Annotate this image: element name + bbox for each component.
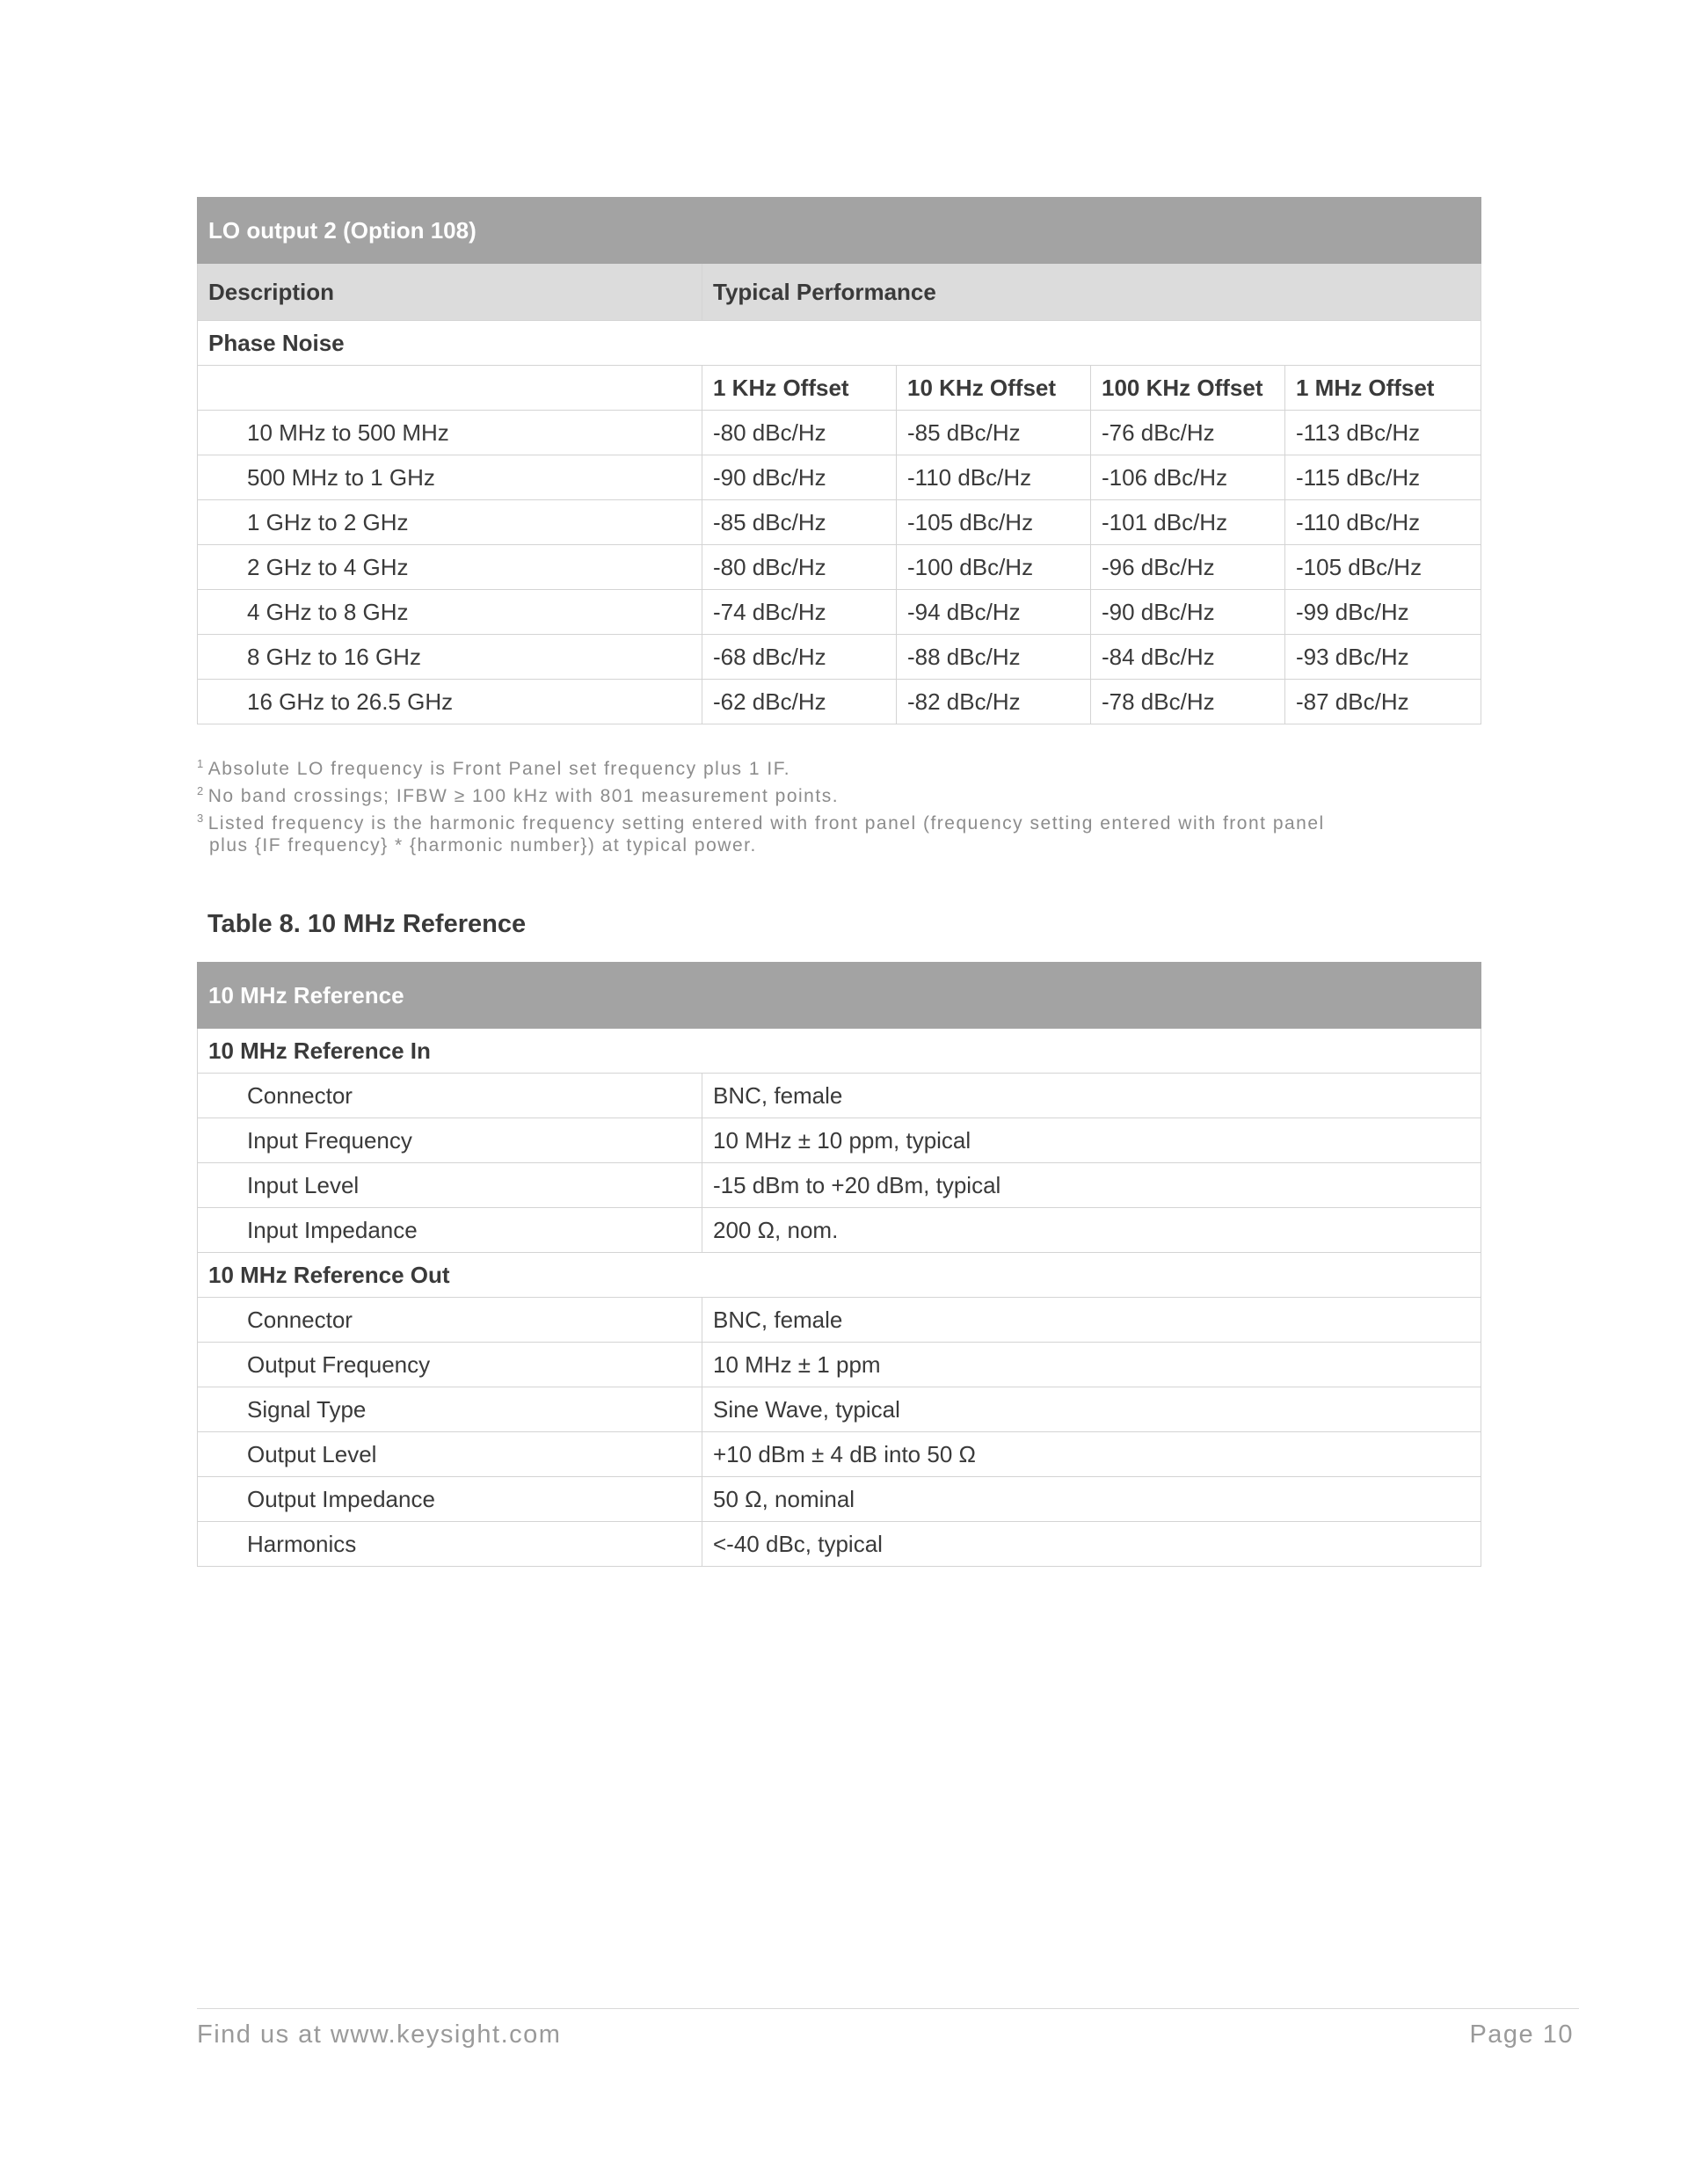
value-cell: -85 dBc/Hz <box>702 500 897 545</box>
table-row <box>198 411 1481 455</box>
value-cell: -105 dBc/Hz <box>897 500 1091 545</box>
value-cell: -74 dBc/Hz <box>702 590 897 635</box>
param-value: 200 Ω, nom. <box>702 1208 1481 1253</box>
footnote-1 <box>197 753 1445 780</box>
footnote-text: No band crossings; IFBW ≥ 100 kHz with 801 measurement points. <box>207 786 840 806</box>
table-row <box>198 1387 1481 1432</box>
footnote-mark: 3 <box>197 812 205 825</box>
table-row <box>198 1118 1481 1163</box>
value-cell: -62 dBc/Hz <box>702 680 897 724</box>
value-cell: -76 dBc/Hz <box>1091 411 1285 455</box>
freq-range: 2 GHz to 4 GHz <box>198 545 702 590</box>
offset-10khz: 10 KHz Offset <box>897 366 1091 411</box>
value-cell: -93 dBc/Hz <box>1285 635 1481 680</box>
empty-cell <box>198 366 702 411</box>
table-row <box>198 1343 1481 1387</box>
reference-table <box>197 962 1481 1567</box>
footer-divider <box>197 2008 1579 2009</box>
param-value: 50 Ω, nominal <box>702 1477 1481 1522</box>
footnote-2 <box>197 780 1445 807</box>
param-name: Signal Type <box>198 1387 702 1432</box>
param-name: Output Frequency <box>198 1343 702 1387</box>
table-row <box>198 1298 1481 1343</box>
value-cell: -94 dBc/Hz <box>897 590 1091 635</box>
param-name: Input Frequency <box>198 1118 702 1163</box>
param-name: Connector <box>198 1074 702 1118</box>
table-row <box>198 1432 1481 1477</box>
freq-range: 8 GHz to 16 GHz <box>198 635 702 680</box>
value-cell: -90 dBc/Hz <box>702 455 897 500</box>
value-cell: -87 dBc/Hz <box>1285 680 1481 724</box>
param-name: Output Level <box>198 1432 702 1477</box>
offset-1khz: 1 KHz Offset <box>702 366 897 411</box>
table-row <box>198 635 1481 680</box>
table-title: 10 MHz Reference <box>198 963 1481 1029</box>
section-row <box>198 321 1481 366</box>
value-cell: -85 dBc/Hz <box>897 411 1091 455</box>
param-value: <-40 dBc, typical <box>702 1522 1481 1567</box>
page-number: Page 10 <box>1469 2020 1574 2049</box>
value-cell: -110 dBc/Hz <box>1285 500 1481 545</box>
footnotes <box>197 753 1445 856</box>
section-phase-noise: Phase Noise <box>198 321 1481 366</box>
table-row <box>198 455 1481 500</box>
table-row <box>198 1477 1481 1522</box>
param-name: Input Level <box>198 1163 702 1208</box>
column-header-row <box>198 264 1481 321</box>
value-cell: -96 dBc/Hz <box>1091 545 1285 590</box>
lo-output-table <box>197 197 1481 724</box>
param-value: 10 MHz ± 1 ppm <box>702 1343 1481 1387</box>
footnote-3-continued: plus {IF frequency} * {harmonic number}) at typical power. <box>209 835 757 855</box>
offset-100khz: 100 KHz Offset <box>1091 366 1285 411</box>
value-cell: -80 dBc/Hz <box>702 545 897 590</box>
value-cell: -113 dBc/Hz <box>1285 411 1481 455</box>
offset-1mhz: 1 MHz Offset <box>1285 366 1481 411</box>
value-cell: -68 dBc/Hz <box>702 635 897 680</box>
param-name: Input Impedance <box>198 1208 702 1253</box>
freq-range: 1 GHz to 2 GHz <box>198 500 702 545</box>
table-row <box>198 1522 1481 1567</box>
value-cell: -88 dBc/Hz <box>897 635 1091 680</box>
param-name: Harmonics <box>198 1522 702 1567</box>
value-cell: -100 dBc/Hz <box>897 545 1091 590</box>
param-value: Sine Wave, typical <box>702 1387 1481 1432</box>
value-cell: -101 dBc/Hz <box>1091 500 1285 545</box>
section-row <box>198 1029 1481 1074</box>
param-value: BNC, female <box>702 1074 1481 1118</box>
param-value: +10 dBm ± 4 dB into 50 Ω <box>702 1432 1481 1477</box>
table-caption: Table 8. 10 MHz Reference <box>207 910 527 938</box>
param-value: 10 MHz ± 10 ppm, typical <box>702 1118 1481 1163</box>
table-row <box>198 500 1481 545</box>
param-name: Connector <box>198 1298 702 1343</box>
value-cell: -106 dBc/Hz <box>1091 455 1285 500</box>
table-title: LO output 2 (Option 108) <box>198 198 1481 264</box>
footnote-text: Absolute LO frequency is Front Panel set frequency plus 1 IF. <box>207 759 791 779</box>
value-cell: -115 dBc/Hz <box>1285 455 1481 500</box>
section-reference-in: 10 MHz Reference In <box>198 1029 1481 1074</box>
value-cell: -110 dBc/Hz <box>897 455 1091 500</box>
footnote-mark: 1 <box>197 757 205 770</box>
section-row <box>198 1253 1481 1298</box>
param-value: BNC, female <box>702 1298 1481 1343</box>
table-row <box>198 680 1481 724</box>
value-cell: -80 dBc/Hz <box>702 411 897 455</box>
table-header-row <box>198 963 1481 1029</box>
param-value: -15 dBm to +20 dBm, typical <box>702 1163 1481 1208</box>
value-cell: -99 dBc/Hz <box>1285 590 1481 635</box>
table-row <box>198 590 1481 635</box>
value-cell: -82 dBc/Hz <box>897 680 1091 724</box>
freq-range: 500 MHz to 1 GHz <box>198 455 702 500</box>
offset-header-row <box>198 366 1481 411</box>
value-cell: -78 dBc/Hz <box>1091 680 1285 724</box>
table-row <box>198 1208 1481 1253</box>
footer-website-link[interactable]: Find us at www.keysight.com <box>197 2020 562 2049</box>
freq-range: 10 MHz to 500 MHz <box>198 411 702 455</box>
section-reference-out: 10 MHz Reference Out <box>198 1253 1481 1298</box>
table-row <box>198 1163 1481 1208</box>
param-name: Output Impedance <box>198 1477 702 1522</box>
col-description: Description <box>198 264 702 321</box>
footnote-mark: 2 <box>197 784 205 797</box>
value-cell: -84 dBc/Hz <box>1091 635 1285 680</box>
table-row <box>198 545 1481 590</box>
freq-range: 16 GHz to 26.5 GHz <box>198 680 702 724</box>
footnote-3 <box>197 807 1445 834</box>
value-cell: -105 dBc/Hz <box>1285 545 1481 590</box>
table-header-row <box>198 198 1481 264</box>
freq-range: 4 GHz to 8 GHz <box>198 590 702 635</box>
footnote-text: Listed frequency is the harmonic frequency setting entered with front panel (frequency setting entered with front panel <box>207 813 1325 834</box>
table-row <box>198 1074 1481 1118</box>
value-cell: -90 dBc/Hz <box>1091 590 1285 635</box>
col-typical-performance: Typical Performance <box>702 264 1481 321</box>
